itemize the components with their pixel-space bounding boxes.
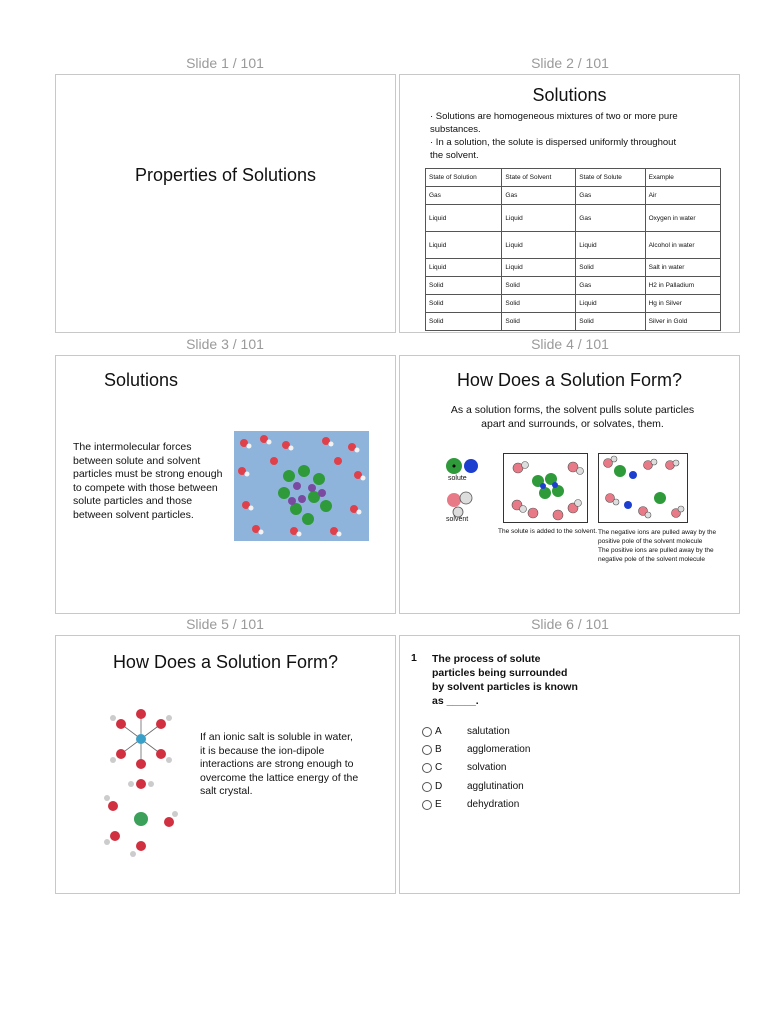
table-cell: Solid [426, 313, 502, 331]
answer-option-e[interactable] [422, 799, 519, 810]
table-cell: Oxygen in water [645, 205, 720, 232]
slide-2-bullet-2: · In a solution, the solute is dispersed uniformly throughout the solvent. [430, 137, 677, 161]
answer-option-b[interactable] [422, 744, 530, 755]
solvent-label: solvent [446, 516, 469, 523]
question-text: The process of solute particles being surrounded by solvent particles is known as _____. [432, 653, 578, 707]
table-cell: Gas [502, 187, 576, 205]
slide-3-label: Slide 3 / 101 [186, 336, 264, 352]
slide-5-title: How Does a Solution Form? [112, 652, 339, 672]
table-cell: Liquid [576, 295, 645, 313]
option-text: dehydration [467, 799, 520, 810]
option-letter: D [435, 781, 443, 792]
radio-icon[interactable] [422, 727, 432, 737]
table-row [426, 295, 721, 313]
slide-5 [55, 635, 396, 894]
table-cell: Solid [502, 295, 576, 313]
table-header: Example [645, 169, 720, 187]
option-text: agglomeration [467, 744, 531, 755]
option-letter: A [435, 726, 442, 737]
solvent-molecule-icon [444, 488, 484, 518]
option-letter: C [435, 762, 443, 773]
slide-2-bullet-1: · Solutions are homogeneous mixtures of two or more pure substances. [430, 111, 678, 135]
option-letter: E [435, 799, 442, 810]
slide-1-label: Slide 1 / 101 [186, 55, 264, 71]
slide-1-title: Properties of Solutions [134, 165, 317, 185]
slide-4 [399, 355, 740, 614]
table-row [426, 232, 721, 259]
slide-2 [399, 74, 740, 333]
table-row [426, 259, 721, 277]
solvation-step-1 [503, 453, 588, 523]
option-text: solvation [467, 762, 507, 773]
slide-4-label: Slide 4 / 101 [531, 336, 609, 352]
answer-option-c[interactable] [422, 762, 506, 773]
table-cell: Gas [426, 187, 502, 205]
solvation-illustration [234, 431, 369, 541]
table-cell: Solid [426, 277, 502, 295]
solute-label: solute [448, 475, 467, 482]
table-cell: Silver in Gold [645, 313, 720, 331]
table-header: State of Solution [426, 169, 502, 187]
table-header: State of Solvent [502, 169, 576, 187]
table-row [426, 205, 721, 232]
table-cell: Air [645, 187, 720, 205]
table-header: State of Solute [576, 169, 645, 187]
table-cell: Gas [576, 187, 645, 205]
table-cell: Solid [502, 313, 576, 331]
table-row [426, 187, 721, 205]
question-number: 1 [411, 652, 417, 664]
table-cell: Liquid [426, 259, 502, 277]
table-cell: Gas [576, 277, 645, 295]
slide-5-label: Slide 5 / 101 [186, 616, 264, 632]
caption-positive-ions: The positive ions are pulled away by the negative pole of the solvent molecule [598, 547, 714, 563]
slide-6 [399, 635, 740, 894]
table-cell: Liquid [502, 232, 576, 259]
states-table [425, 168, 721, 331]
slide-3-title: Solutions [103, 370, 179, 390]
slide-3 [55, 355, 396, 614]
table-cell: Solid [502, 277, 576, 295]
table-cell: Salt in water [645, 259, 720, 277]
answer-option-d[interactable] [422, 781, 524, 792]
table-cell: Liquid [502, 259, 576, 277]
table-cell: Hg in Silver [645, 295, 720, 313]
radio-icon[interactable] [422, 782, 432, 792]
table-cell: Solid [576, 259, 645, 277]
table-cell: Liquid [426, 205, 502, 232]
table-cell: Liquid [576, 232, 645, 259]
table-cell: Liquid [502, 205, 576, 232]
slide-3-body: The intermolecular forces between solute and solvent particles must be strong enough to compete with those between solute particles and those between solvent particles. [73, 441, 223, 521]
table-cell: Liquid [426, 232, 502, 259]
table-cell: H2 in Palladium [645, 277, 720, 295]
slide-4-body: As a solution forms, the solvent pulls solute particles apart and surrounds, or solvates, them. [450, 404, 695, 430]
slide-4-title: How Does a Solution Form? [456, 370, 683, 390]
table-cell: Alcohol in water [645, 232, 720, 259]
table-row [426, 277, 721, 295]
table-row [426, 313, 721, 331]
option-text: salutation [467, 726, 510, 737]
solvation-step-2 [598, 453, 688, 523]
table-cell: Solid [576, 313, 645, 331]
radio-icon[interactable] [422, 800, 432, 810]
slide-6-label: Slide 6 / 101 [531, 616, 609, 632]
radio-icon[interactable] [422, 745, 432, 755]
slide-2-label: Slide 2 / 101 [531, 55, 609, 71]
table-header-row [426, 169, 721, 187]
slide-5-body: If an ionic salt is soluble in water, it is because the ion-dipole interactions are strong enough to overcome the lattice energy of the salt crystal. [200, 731, 359, 797]
option-text: agglutination [467, 781, 524, 792]
radio-icon[interactable] [422, 763, 432, 773]
ion-dipole-illustration [101, 694, 186, 864]
table-cell: Solid [426, 295, 502, 313]
caption-negative-ions: The negative ions are pulled away by the positive pole of the solvent molecule [598, 529, 717, 545]
solute-molecule-icon [444, 456, 484, 476]
option-letter: B [435, 744, 442, 755]
slide-1 [55, 74, 396, 333]
answer-option-a[interactable] [422, 726, 510, 737]
caption-solute-added: The solute is added to the solvent. [498, 528, 598, 535]
table-cell: Gas [576, 205, 645, 232]
slide-2-title: Solutions [532, 85, 607, 105]
